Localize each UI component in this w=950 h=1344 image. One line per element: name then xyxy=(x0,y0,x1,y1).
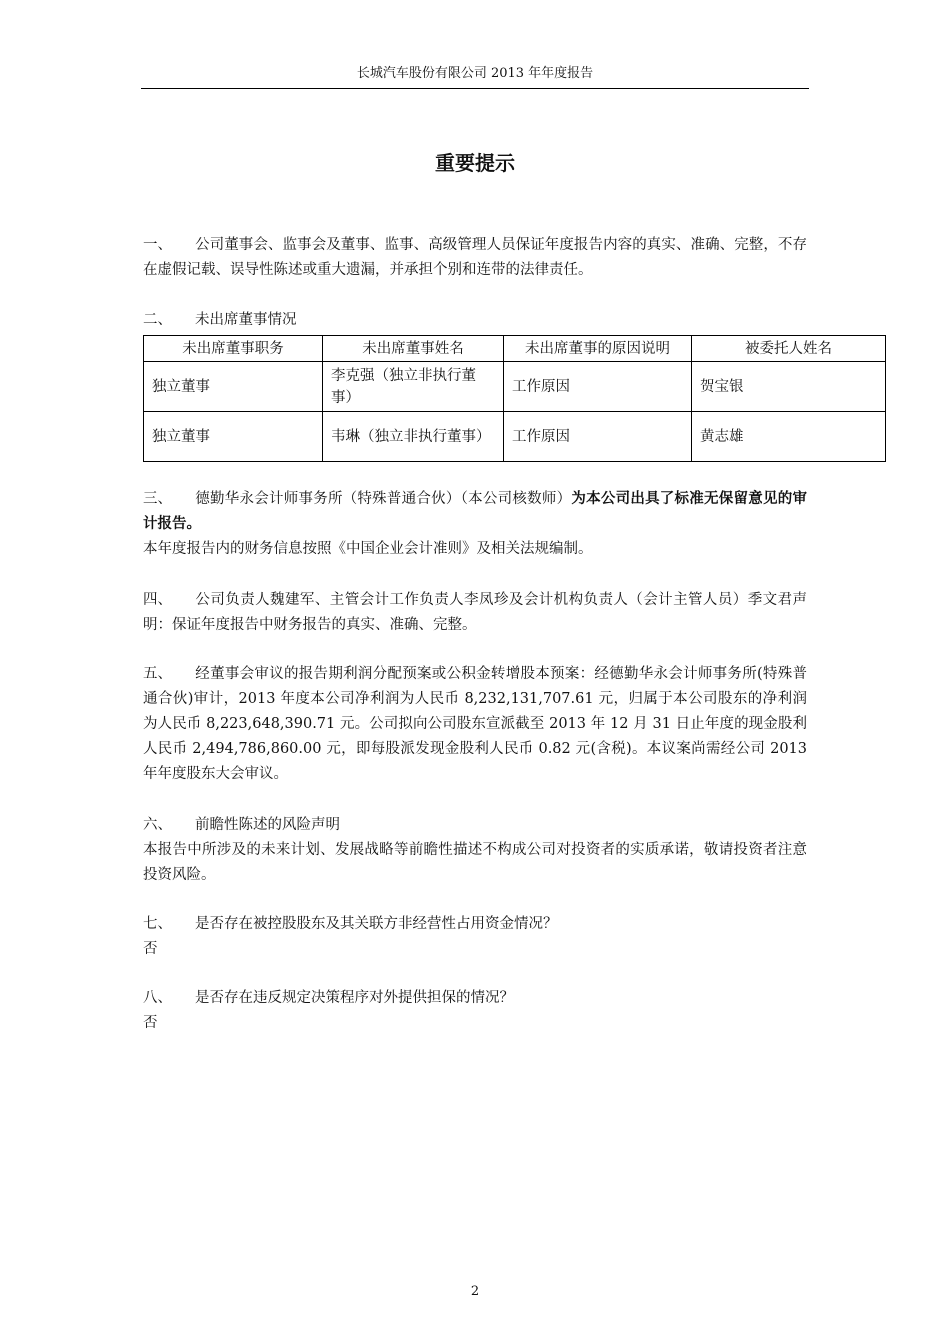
table-cell: 工作原因 xyxy=(504,412,692,462)
section-2-number: 二、 xyxy=(143,312,172,328)
section-5-text: 经董事会审议的报告期利润分配预案或公积金转增股本预案：经德勤华永会计师事务所(特殊普通合伙)审计，2013 年度本公司净利润为人民币 8,232,131,707.61 元，归属于本公司股东的净利润为人民币 8,223,648,390.71 元。公司拟向公司股东宣派截至 2013 年 12 月 31 日止年度的现金股利人民币 2,494,786,860.00 元，即每股派发现金股利人民币 0.82 元(含税)。本议案尚需经公司 2013 年年度股东大会审议。 xyxy=(143,666,807,782)
section-2 xyxy=(143,308,807,333)
section-3-bold-text: 为本公司出具了标准无保留意见的审计报告。 xyxy=(143,491,808,532)
section-6 xyxy=(143,813,807,888)
table-header-row xyxy=(144,336,886,362)
absent-directors-table xyxy=(143,335,886,462)
section-5-number: 五、 xyxy=(143,666,172,682)
section-2-text: 未出席董事情况 xyxy=(195,312,297,328)
header-divider xyxy=(141,88,809,89)
table-cell: 工作原因 xyxy=(504,362,692,412)
section-7-number: 七、 xyxy=(143,916,172,932)
section-8-heading: 是否存在违反规定决策程序对外提供担保的情况？ xyxy=(195,990,514,1006)
section-5 xyxy=(143,662,807,787)
page-number: 2 xyxy=(470,1284,480,1299)
table-cell: 韦琳（独立非执行董事） xyxy=(323,412,504,462)
section-4-number: 四、 xyxy=(143,592,172,608)
section-8-number: 八、 xyxy=(143,990,172,1006)
section-6-text: 本报告中所涉及的未来计划、发展战略等前瞻性描述不构成公司对投资者的实质承诺，敬请投资者注意投资风险。 xyxy=(143,842,807,883)
section-3 xyxy=(143,487,807,562)
table-cell: 独立董事 xyxy=(144,362,323,412)
section-6-heading: 前瞻性陈述的风险声明 xyxy=(195,817,340,833)
section-4-text: 公司负责人魏建军、主管会计工作负责人李凤珍及会计机构负责人（会计主管人员）季文君声明：保证年度报告中财务报告的真实、准确、完整。 xyxy=(143,592,807,633)
table-row xyxy=(144,362,886,412)
page-title: 重要提示 xyxy=(435,151,515,175)
section-1 xyxy=(143,233,807,283)
section-1-number: 一、 xyxy=(143,237,172,253)
section-8-answer: 否 xyxy=(143,1015,158,1031)
table-header-cell: 未出席董事的原因说明 xyxy=(504,336,692,362)
section-8 xyxy=(143,986,807,1036)
section-3-note: 本年度报告内的财务信息按照《中国企业会计准则》及相关法规编制。 xyxy=(143,541,593,557)
section-7-answer: 否 xyxy=(143,941,158,957)
section-3-number: 三、 xyxy=(143,491,172,507)
table-cell: 黄志雄 xyxy=(692,412,886,462)
table-cell: 贺宝银 xyxy=(692,362,886,412)
section-3-text: 德勤华永会计师事务所（特殊普通合伙）（本公司核数师） xyxy=(195,491,572,507)
table-cell: 独立董事 xyxy=(144,412,323,462)
section-4 xyxy=(143,588,807,638)
table-row xyxy=(144,412,886,462)
table-cell: 李克强（独立非执行董事） xyxy=(323,362,504,412)
section-7-heading: 是否存在被控股股东及其关联方非经营性占用资金情况？ xyxy=(195,916,558,932)
section-6-number: 六、 xyxy=(143,817,172,833)
page-header: 长城汽车股份有限公司 2013 年年度报告 xyxy=(356,66,594,81)
section-1-text: 公司董事会、监事会及董事、监事、高级管理人员保证年度报告内容的真实、准确、完整，不存在虚假记载、误导性陈述或重大遗漏，并承担个别和连带的法律责任。 xyxy=(143,237,807,278)
section-7 xyxy=(143,912,807,962)
table-header-cell: 未出席董事姓名 xyxy=(323,336,504,362)
table-header-cell: 未出席董事职务 xyxy=(144,336,323,362)
table-header-cell: 被委托人姓名 xyxy=(692,336,886,362)
